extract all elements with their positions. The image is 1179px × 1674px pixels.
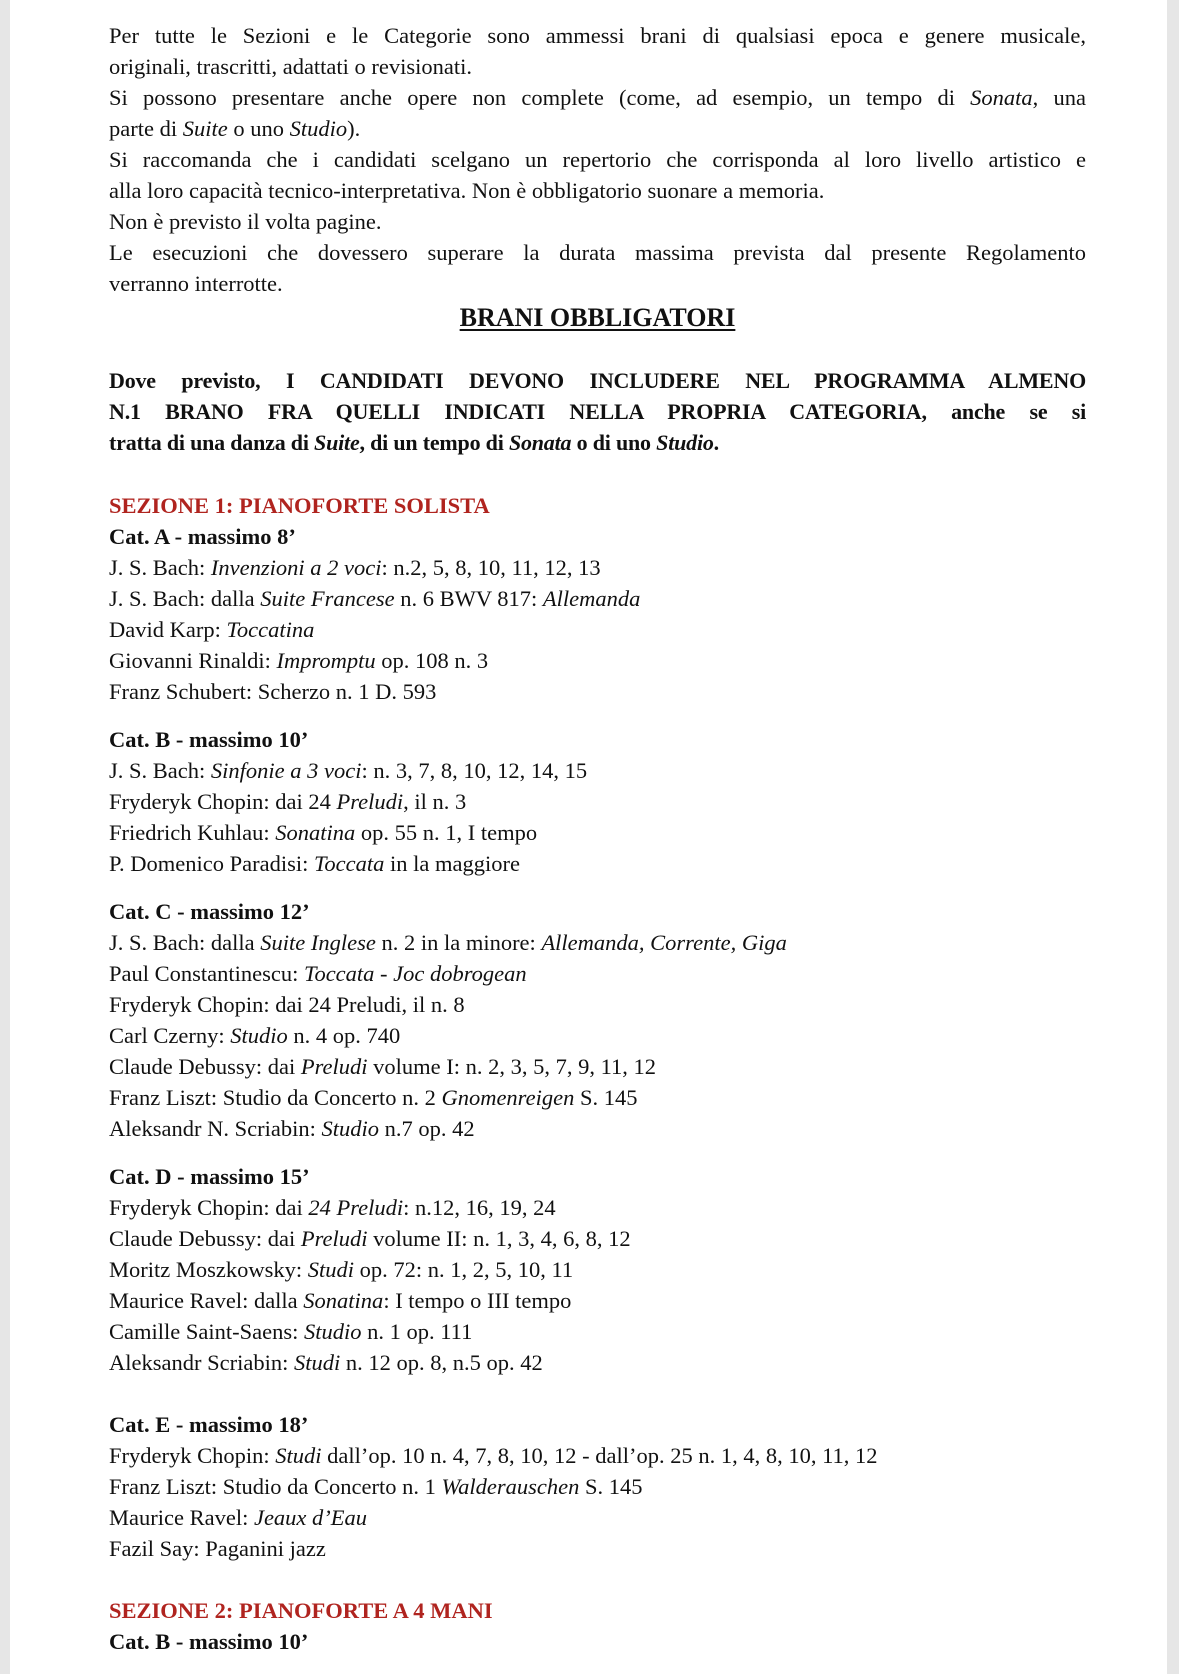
text-segment: : n.12, 16, 19, 24 — [403, 1195, 556, 1220]
text-segment: : n. 3, 7, 8, 10, 12, 14, 15 — [361, 758, 588, 783]
category-title: Cat. B - massimo 10’ — [109, 727, 309, 752]
text-segment: S. 145 — [574, 1085, 638, 1110]
text-segment: Giovanni Rinaldi: — [109, 648, 277, 673]
text-segment: Fryderyk Chopin: — [109, 1443, 276, 1468]
italic-text: Preludi — [300, 1054, 368, 1079]
category — [109, 1626, 1086, 1657]
piece-item — [109, 1192, 1086, 1223]
italic-text: Impromptu — [276, 648, 376, 673]
text-segment: , il n. 3 — [403, 789, 467, 814]
intro-line — [109, 237, 1086, 268]
category-title: Cat. D - massimo 15’ — [109, 1164, 310, 1189]
piece-item — [109, 1533, 1086, 1564]
intro-line — [109, 82, 1086, 113]
text-segment: Franz Liszt: Studio da Concerto n. 1 — [109, 1474, 442, 1499]
italic-text: Studio — [289, 116, 348, 141]
italic-text: Studio — [321, 1116, 379, 1141]
intro-line — [109, 144, 1086, 175]
category-title: Cat. C - massimo 12’ — [109, 899, 310, 924]
section — [109, 490, 1086, 1564]
text-segment: n. 12 op. 8, n.5 op. 42 — [340, 1350, 543, 1375]
document-content — [109, 20, 1086, 1657]
text-segment: Fryderyk Chopin: dai — [109, 1195, 309, 1220]
text-segment: , di un tempo di — [359, 430, 509, 455]
piece-item — [109, 1347, 1086, 1378]
italic-text: Studi — [275, 1443, 322, 1468]
text-segment: Franz Schubert: Scherzo n. 1 D. 593 — [109, 679, 437, 704]
piece-item — [109, 786, 1086, 817]
category — [109, 724, 1086, 879]
italic-text: 24 Preludi — [308, 1195, 404, 1220]
italic-text: Toccatina — [226, 617, 315, 642]
piece-item — [109, 1020, 1086, 1051]
text-segment: Moritz Moszkowsky: — [109, 1257, 308, 1282]
piece-item — [109, 1051, 1086, 1082]
italic-text: Suite — [182, 116, 228, 141]
category-title: Cat. A - massimo 8’ — [109, 524, 296, 549]
italic-text: Jeaux d’Eau — [253, 1505, 368, 1530]
sections — [109, 490, 1086, 1657]
piece-item — [109, 848, 1086, 879]
text-segment: Le esecuzioni che dovessero superare la durata massima prevista dal presente Regolamento — [109, 240, 1086, 265]
text-segment: P. Domenico Paradisi: — [109, 851, 314, 876]
section — [109, 1595, 1086, 1657]
piece-item — [109, 989, 1086, 1020]
piece-item — [109, 1223, 1086, 1254]
notice-line — [109, 365, 1086, 396]
text-segment: op. 72: n. 1, 2, 5, 10, 11 — [354, 1257, 574, 1282]
piece-item — [109, 1440, 1086, 1471]
text-segment: : I tempo o III tempo — [383, 1288, 572, 1313]
text-segment: Franz Liszt: Studio da Concerto n. 2 — [109, 1085, 442, 1110]
italic-text: Toccata - Joc dobrogean — [304, 961, 527, 986]
italic-text: Gnomenreigen — [441, 1085, 575, 1110]
text-segment: , una — [1032, 85, 1086, 110]
text-segment: David Karp: — [109, 617, 227, 642]
intro-line — [109, 113, 1086, 144]
text-segment: Camille Saint-Saens: — [109, 1319, 304, 1344]
category — [109, 1161, 1086, 1378]
piece-item — [109, 1285, 1086, 1316]
italic-text: Preludi — [336, 789, 404, 814]
text-segment: Si possono presentare anche opere non complete (come, ad esempio, un tempo di — [109, 85, 971, 110]
category — [109, 521, 1086, 707]
text-segment: Non è previsto il volta pagine. — [109, 209, 382, 234]
text-segment: Friedrich Kuhlau: — [109, 820, 276, 845]
text-segment: op. 108 n. 3 — [375, 648, 489, 673]
piece-item — [109, 614, 1086, 645]
heading-text: BRANI OBBLIGATORI — [459, 303, 736, 332]
italic-text: Studio — [656, 430, 714, 455]
text-segment: Fryderyk Chopin: dai 24 — [109, 789, 337, 814]
text-segment: Aleksandr Scriabin: — [109, 1350, 294, 1375]
italic-text: Walderauschen — [441, 1474, 580, 1499]
piece-item — [109, 1113, 1086, 1144]
text-segment: op. 55 n. 1, I tempo — [355, 820, 538, 845]
italic-text: Allemanda, Corrente, Giga — [541, 930, 787, 955]
italic-text: Sonatina — [303, 1288, 384, 1313]
piece-item — [109, 927, 1086, 958]
text-segment: n. 2 in la minore: — [375, 930, 542, 955]
text-segment: N.1 BRANO FRA QUELLI INDICATI NELLA PROPRIA CATEGORIA, anche se si — [109, 399, 1086, 424]
italic-text: Sonata — [970, 85, 1033, 110]
italic-text: Suite Inglese — [260, 930, 376, 955]
text-segment: ). — [347, 116, 361, 141]
text-segment: Si raccomanda che i candidati scelgano un repertorio che corrisponda al loro livello artistico e — [109, 147, 1086, 172]
text-segment: o uno — [227, 116, 290, 141]
notice-line — [109, 427, 1086, 458]
text-segment: volume I: n. 2, 3, 5, 7, 9, 11, 12 — [367, 1054, 657, 1079]
text-segment: dall’op. 10 n. 4, 7, 8, 10, 12 - dall’op. 25 n. 1, 4, 8, 10, 11, 12 — [321, 1443, 878, 1468]
intro-line — [109, 206, 1086, 237]
text-segment: Per tutte le Sezioni e le Categorie sono ammessi brani di qualsiasi epoca e genere musicale, — [109, 23, 1086, 48]
text-segment: Aleksandr N. Scriabin: — [109, 1116, 322, 1141]
text-segment: Fazil Say: Paganini jazz — [109, 1536, 326, 1561]
text-segment: parte di — [109, 116, 183, 141]
text-segment: J. S. Bach: dalla — [109, 930, 261, 955]
italic-text: Invenzioni a 2 voci — [210, 555, 382, 580]
italic-text: Studi — [293, 1350, 341, 1375]
text-segment: n. 6 BWV 817: — [394, 586, 543, 611]
piece-item — [109, 958, 1086, 989]
brani-obbligatori-heading — [109, 302, 1086, 333]
italic-text: Allemanda — [542, 586, 641, 611]
piece-item — [109, 1316, 1086, 1347]
text-segment: alla loro capacità tecnico-interpretativa. Non è obbligatorio suonare a memoria. — [109, 178, 825, 203]
intro-line — [109, 20, 1086, 51]
category — [109, 896, 1086, 1144]
italic-text: Toccata — [313, 851, 385, 876]
piece-item — [109, 645, 1086, 676]
text-segment: Dove previsto, I CANDIDATI DEVONO INCLUDERE NEL PROGRAMMA ALMENO — [109, 368, 1086, 393]
text-segment: n. 1 op. 111 — [361, 1319, 473, 1344]
italic-text: Suite — [314, 430, 360, 455]
text-segment: Paul Constantinescu: — [109, 961, 304, 986]
piece-item — [109, 817, 1086, 848]
piece-item — [109, 1471, 1086, 1502]
text-segment: verranno interrotte. — [109, 271, 283, 296]
piece-item — [109, 552, 1086, 583]
piece-item — [109, 676, 1086, 707]
italic-text: Studi — [307, 1257, 355, 1282]
text-segment: volume II: n. 1, 3, 4, 6, 8, 12 — [367, 1226, 631, 1251]
intro-line — [109, 268, 1086, 299]
text-segment: o di uno — [571, 430, 657, 455]
italic-text: Sinfonie a 3 voci — [210, 758, 362, 783]
text-segment: n. 4 op. 740 — [287, 1023, 401, 1048]
piece-item — [109, 1082, 1086, 1113]
text-segment: originali, trascritti, adattati o revisionati. — [109, 54, 473, 79]
notice-line — [109, 396, 1086, 427]
category-title: Cat. E - massimo 18’ — [109, 1412, 309, 1437]
italic-text: Preludi — [300, 1226, 368, 1251]
text-segment: J. S. Bach: — [109, 555, 211, 580]
section-title: SEZIONE 2: PIANOFORTE A 4 MANI — [109, 1598, 493, 1623]
italic-text: Studio — [303, 1319, 362, 1344]
intro-line — [109, 175, 1086, 206]
text-segment: Fryderyk Chopin: dai 24 Preludi, il n. 8 — [109, 992, 465, 1017]
text-segment: J. S. Bach: — [109, 758, 211, 783]
text-segment: tratta di una danza di — [109, 430, 315, 455]
category — [109, 1409, 1086, 1564]
text-segment: n.7 op. 42 — [378, 1116, 475, 1141]
text-segment: Maurice Ravel: dalla — [109, 1288, 304, 1313]
intro-line — [109, 51, 1086, 82]
piece-item — [109, 1254, 1086, 1285]
piece-item — [109, 1502, 1086, 1533]
section-title: SEZIONE 1: PIANOFORTE SOLISTA — [109, 493, 490, 518]
italic-text: Suite Francese — [260, 586, 395, 611]
text-segment: in la maggiore — [384, 851, 521, 876]
text-segment: Maurice Ravel: — [109, 1505, 254, 1530]
mandatory-notice — [109, 365, 1086, 458]
text-segment: Carl Czerny: — [109, 1023, 231, 1048]
piece-item — [109, 583, 1086, 614]
text-segment: . — [713, 430, 719, 455]
text-segment: : n.2, 5, 8, 10, 11, 12, 13 — [381, 555, 601, 580]
text-segment: Claude Debussy: dai — [109, 1054, 301, 1079]
italic-text: Studio — [230, 1023, 288, 1048]
italic-text: Sonata — [508, 430, 572, 455]
text-segment: Claude Debussy: dai — [109, 1226, 301, 1251]
category-title: Cat. B - massimo 10’ — [109, 1629, 309, 1654]
text-segment: J. S. Bach: dalla — [109, 586, 261, 611]
piece-item — [109, 755, 1086, 786]
document-page — [10, 0, 1167, 1674]
intro-paragraph — [109, 20, 1086, 299]
italic-text: Sonatina — [275, 820, 356, 845]
text-segment: S. 145 — [579, 1474, 643, 1499]
